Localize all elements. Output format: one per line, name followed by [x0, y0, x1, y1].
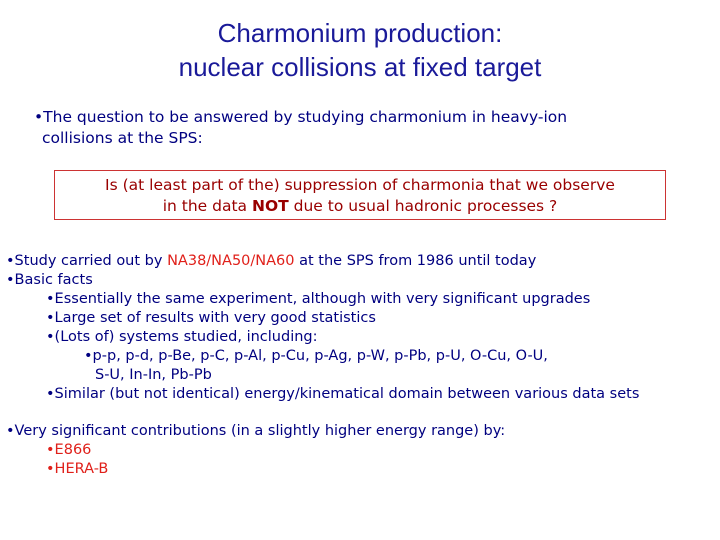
intro-text — [34, 107, 694, 149]
bullet-list — [6, 252, 718, 479]
list-item-similar: •Similar (but not identical) energy/kinematical domain between various data sets — [46, 386, 640, 402]
list-item-systems: •(Lots of) systems studied, including: — [46, 329, 318, 345]
list-item-systems-list-cont: S-U, In-In, Pb-Pb — [95, 367, 212, 383]
question-line-1: Is (at least part of the) suppression of charmonia that we observe — [105, 176, 615, 194]
list-item-basic-facts: •Basic facts — [6, 272, 93, 288]
list-item-same-experiment: •Essentially the same experiment, although with very significant upgrades — [46, 291, 591, 307]
list-item-study: •Study carried out by NA38/NA50/NA60 at the SPS from 1986 until today — [6, 253, 537, 269]
list-item-e866: •E866 — [46, 442, 92, 458]
intro-bullet: • — [34, 108, 44, 126]
title-line-2: nuclear collisions at fixed target — [178, 52, 542, 82]
list-item-large-set: •Large set of results with very good statistics — [46, 310, 376, 326]
list-item-contributions: •Very significant contributions (in a slightly higher energy range) by: — [6, 423, 506, 439]
list-item-systems-list: •p-p, p-d, p-Be, p-C, p-Al, p-Cu, p-Ag, p-W, p-Pb, p-U, O-Cu, O-U, — [84, 348, 548, 364]
experiments-highlight: NA38/NA50/NA60 — [167, 253, 295, 269]
slide-title — [0, 16, 720, 84]
intro-line-1: The question to be answered by studying charmonium in heavy-ion — [43, 108, 568, 126]
question-emphasis: NOT — [251, 197, 289, 215]
question-box — [54, 170, 666, 220]
title-line-1: Charmonium production: — [217, 18, 503, 48]
list-item-hera-b: •HERA-B — [46, 461, 109, 477]
question-line-2: in the data NOT due to usual hadronic processes ? — [162, 197, 558, 215]
intro-line-2: collisions at the SPS: — [42, 129, 203, 147]
